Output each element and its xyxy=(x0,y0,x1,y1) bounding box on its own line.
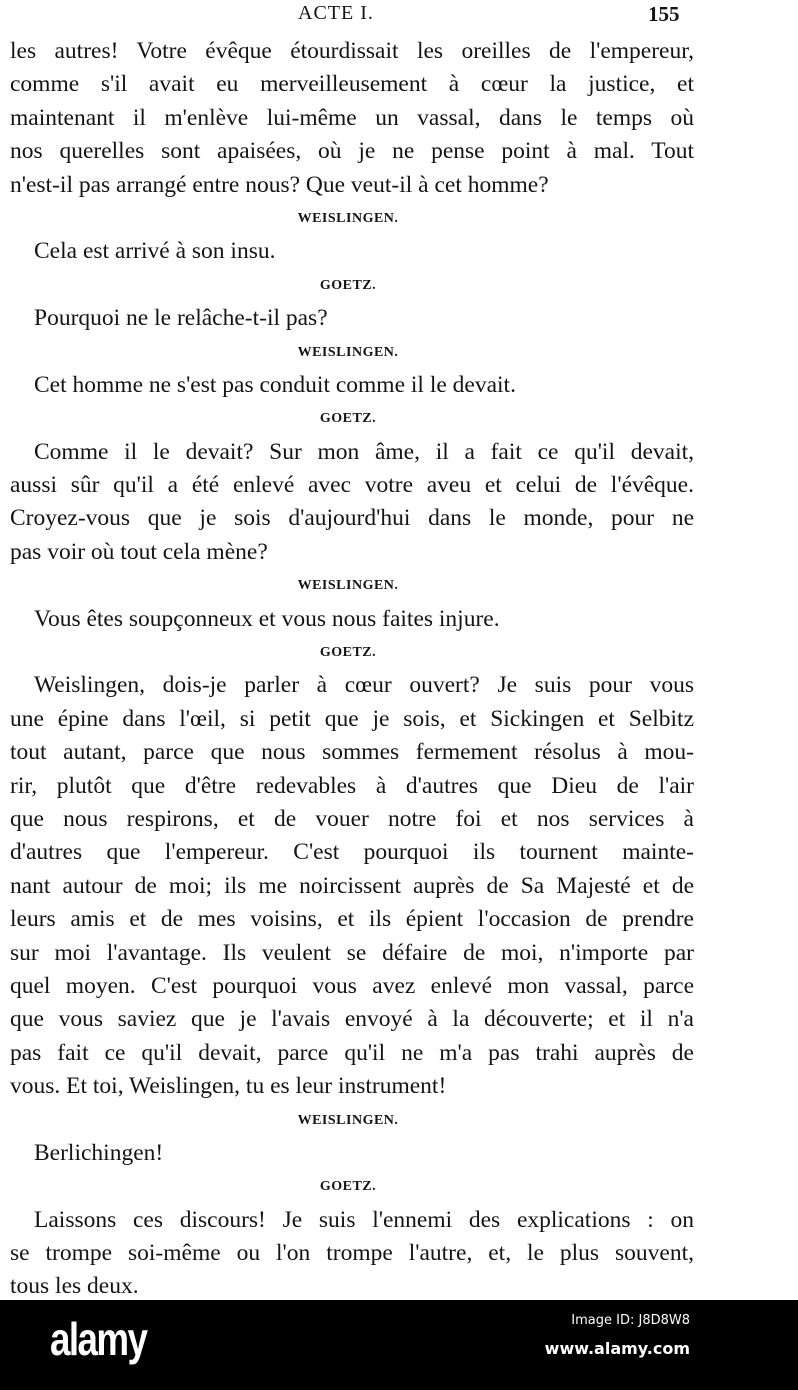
text-line: nant autour de moi; ils me noircissent auprès de Sa Majesté et de xyxy=(10,872,694,899)
alamy-logo: alamy xyxy=(50,1313,147,1365)
speaker-name: WEISLINGEN. xyxy=(297,1112,399,1128)
text-line: comme s'il avait eu merveilleusement à cœur la justice, et xyxy=(10,71,694,98)
text-line: Weislingen, dois-je parler à cœur ouvert? Je suis pour vous xyxy=(34,672,694,699)
speaker-name: GOETZ. xyxy=(319,277,377,293)
text-line: pas voir où tout cela mène? xyxy=(10,538,268,565)
text-line: tous les deux. xyxy=(10,1273,139,1300)
page-number: 155 xyxy=(648,2,680,26)
speaker-name: GOETZ. xyxy=(319,1179,377,1195)
page-body xyxy=(10,35,694,1304)
image-id: Image ID: J8D8W8 xyxy=(571,1313,690,1328)
text-line: les autres! Votre évêque étourdissait les oreilles de l'empereur, xyxy=(10,38,694,64)
text-line: maintenant il m'enlève lui-même un vassal, dans le temps où xyxy=(10,104,694,131)
text-line: se trompe soi-même ou l'on trompe l'autre, et, le plus souvent, xyxy=(10,1240,694,1267)
speaker-name: WEISLINGEN. xyxy=(297,210,399,226)
text-line: quel moyen. C'est pourquoi vous avez enlevé mon vassal, parce xyxy=(10,972,694,999)
site-url: www.alamy.com xyxy=(544,1339,690,1358)
text-line: sur moi l'avantage. Ils veulent se défaire de moi, n'importe par xyxy=(10,939,694,966)
running-title: ACTE I. xyxy=(298,2,374,24)
speaker-name: WEISLINGEN. xyxy=(297,578,399,594)
text-line: que vous saviez que je l'avais envoyé à la découverte; et il n'a xyxy=(10,1006,694,1033)
text-line: leurs amis et de mes voisins, et ils épient l'occasion de prendre xyxy=(10,906,694,933)
running-header xyxy=(0,0,798,30)
text-line: vous. Et toi, Weislingen, tu es leur instrument! xyxy=(10,1073,447,1100)
text-line: d'autres que l'empereur. C'est pourquoi ils tournent mainte- xyxy=(10,839,694,866)
speaker-name: GOETZ. xyxy=(319,411,377,427)
text-line: Comme il le devait? Sur mon âme, il a fait ce qu'il devait, xyxy=(34,438,694,465)
speaker-name: GOETZ. xyxy=(319,645,377,661)
text-line: nos querelles sont apaisées, où je ne pense point à mal. Tout xyxy=(10,138,694,165)
text-line: Vous êtes soupçonneux et vous nous faites injure. xyxy=(34,605,500,632)
text-line: Croyez-vous que je sois d'aujourd'hui dans le monde, pour ne xyxy=(10,505,694,532)
speaker-name: WEISLINGEN. xyxy=(297,344,399,360)
text-line: Laissons ces discours! Je suis l'ennemi des explications : on xyxy=(34,1206,694,1233)
watermark-band xyxy=(0,1300,798,1390)
text-line: rir, plutôt que d'être redevables à d'autres que Dieu de l'air xyxy=(10,772,694,799)
text-line: Pourquoi ne le relâche-t-il pas? xyxy=(34,305,328,332)
text-line: Berlichingen! xyxy=(34,1139,164,1166)
text-line: Cela est arrivé à son insu. xyxy=(34,238,276,265)
text-line: que nous respirons, et de vouer notre foi et nos services à xyxy=(10,805,694,832)
text-line: aussi sûr qu'il a été enlevé avec votre aveu et celui de l'évêque. xyxy=(10,472,694,499)
text-line: tout autant, parce que nous sommes fermement résolus à mou- xyxy=(10,739,694,766)
text-line: une épine dans l'œil, si petit que je sois, et Sickingen et Selbitz xyxy=(10,705,694,732)
text-line: pas fait ce qu'il devait, parce qu'il ne m'a pas trahi auprès de xyxy=(10,1039,694,1066)
text-line: Cet homme ne s'est pas conduit comme il le devait. xyxy=(34,371,516,398)
text-line: n'est-il pas arrangé entre nous? Que veut-il à cet homme? xyxy=(10,171,549,198)
